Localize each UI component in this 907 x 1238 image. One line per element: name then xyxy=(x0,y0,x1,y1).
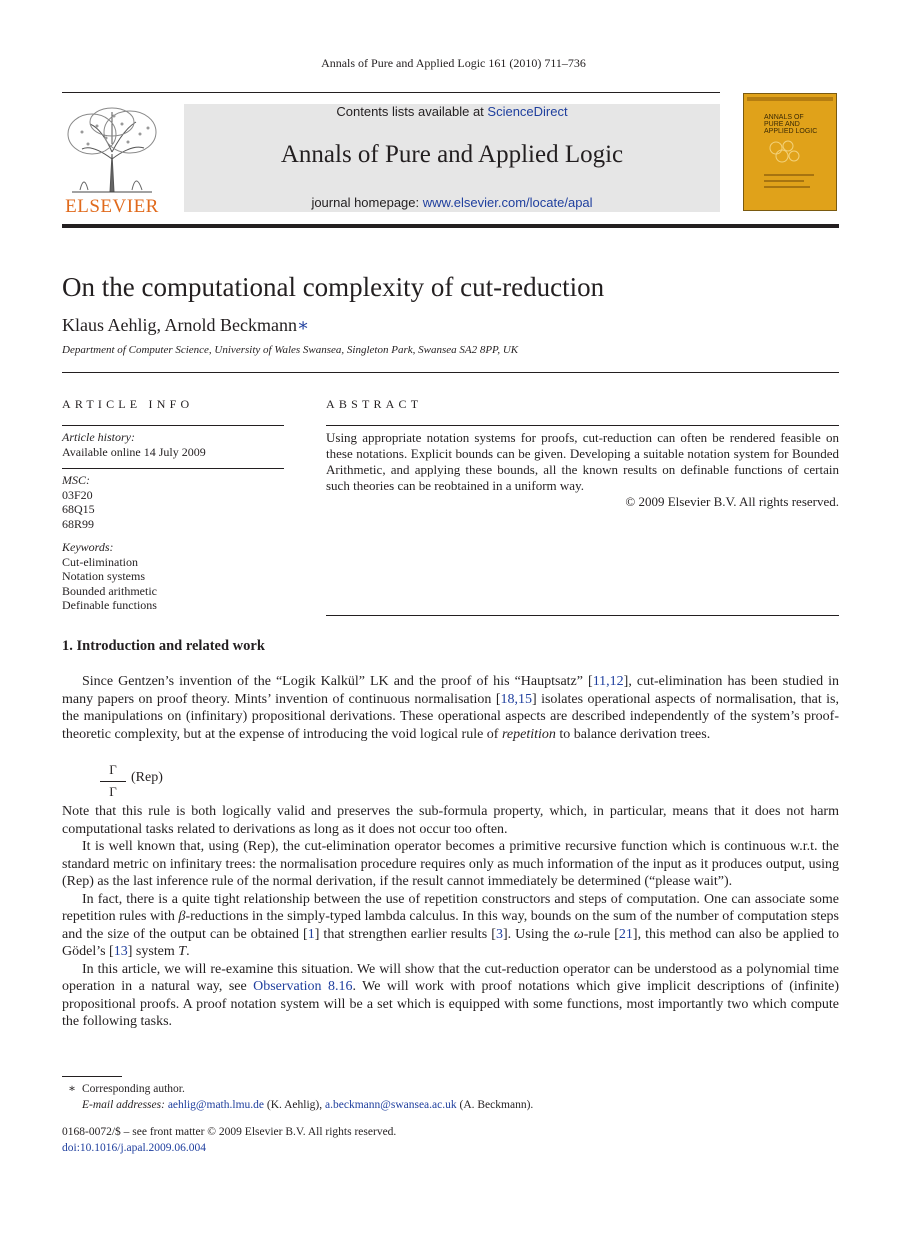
abstract-rule xyxy=(326,425,839,426)
article-title: On the computational complexity of cut-reduction xyxy=(62,272,605,302)
running-head: Annals of Pure and Applied Logic 161 (2010) 711–736 xyxy=(321,56,586,70)
affiliation: Department of Computer Science, University of Wales Swansea, Singleton Park, Swansea SA2 8PP, UK xyxy=(62,344,519,356)
title-bottom-rule xyxy=(62,372,839,373)
email-link[interactable]: a.beckmann@swansea.ac.uk xyxy=(325,1099,457,1111)
abstract-bottom-rule xyxy=(326,615,839,616)
abstract-heading: ABSTRACT xyxy=(326,397,423,411)
rule-conclusion: Γ xyxy=(109,784,117,799)
cover-line xyxy=(764,174,814,176)
msc-code: 68Q15 xyxy=(62,502,95,516)
paragraph-1: Since Gentzen’s invention of the “Logik Kalkül” LK and the proof of his “Hauptsatz” [11,12], cut-elimination has been studied in many papers on proof theory. Mints’ invention of continuous normalisation [18,15] isolates operational aspects of normalisation, that is, the manipulations on (infinitary) propositional derivations. These operational aspects are described independently of the system’s proof-theoretic complexity, but at the expense of introducing the void logical rule of repetition to balance derivation trees. xyxy=(62,674,840,742)
abstract-text: Using appropriate notation systems for proofs, cut-reduction can often be rendered feasible on these notations. Explicit bounds can be given. Developing a suitable notation system for Bounded Arithmetic, and applying these bounds, all the known results on definable functions of certain such theories can be reobtained in a uniform way. xyxy=(326,430,839,493)
citation-link[interactable]: 21 xyxy=(618,926,633,942)
observation-link[interactable]: Observation 8.16 xyxy=(253,979,353,994)
authors: Klaus Aehlig, Arnold Beckmann∗ xyxy=(62,315,310,335)
article-info-heading: ARTICLE INFO xyxy=(62,397,194,411)
cover-title: ANNALS OF PURE AND APPLIED LOGIC xyxy=(764,114,818,135)
rule-name: (Rep) xyxy=(131,770,163,785)
citation-link[interactable]: 3 xyxy=(495,926,503,942)
footnote-rule xyxy=(62,1076,122,1077)
abstract-copyright: © 2009 Elsevier B.V. All rights reserved. xyxy=(625,494,839,509)
keyword: Cut-elimination xyxy=(62,554,138,569)
footnote-corresponding: ∗ Corresponding author. xyxy=(68,1083,185,1095)
journal-cover-thumbnail xyxy=(743,93,837,211)
cover-ornament-icon xyxy=(766,138,806,166)
homepage-line: journal homepage: www.elsevier.com/locate/apal xyxy=(311,195,593,210)
corresponding-author-mark[interactable]: ∗ xyxy=(296,315,310,335)
article-history: Article history: Available online 14 July 2009 xyxy=(62,430,206,459)
keyword: Definable functions xyxy=(62,598,157,612)
article-info-rule xyxy=(62,425,284,426)
rule-premise: Γ xyxy=(109,762,117,777)
rep-rule-fraction xyxy=(100,762,126,800)
msc-code: 03F20 xyxy=(62,487,93,502)
paragraph: It is well known that, using (Rep), the cut-elimination operator becomes a primitive recursive function which is continuous w.r.t. the standard metric on infinitary trees: the normalisation procedure requires only as much information of the input as it produces output, using (Rep) as the last inference rule of the normal derivation, if the result cannot immediately be determined (“please wait”). xyxy=(62,839,839,889)
section-heading: 1. Introduction and related work xyxy=(62,638,265,654)
cover-line xyxy=(764,186,810,188)
footnote-emails: E-mail addresses: aehlig@math.lmu.de (K. Aehlig), a.beckmann@swansea.ac.uk (A. Beckmann). xyxy=(82,1099,534,1111)
citation-link[interactable]: 13 xyxy=(113,944,128,959)
cover-top-band xyxy=(747,97,833,101)
paragraph: Note that this rule is both logically valid and preserves the sub-formula property, which, in particular, means that it does not harm computational tasks related to derivations as long as it does not occur too often. xyxy=(62,804,839,837)
citation-link[interactable]: 11,12 xyxy=(592,674,624,689)
homepage-link[interactable]: www.elsevier.com/locate/apal xyxy=(422,195,593,210)
contents-line: Contents lists available at ScienceDirect xyxy=(336,104,568,119)
msc-block: MSC: 03F20 68Q15 68R99 xyxy=(62,473,95,531)
keywords-block: Keywords: Cut-elimination Notation systems Bounded arithmetic Definable functions xyxy=(62,540,157,612)
cover-line xyxy=(764,180,804,182)
header-thick-rule xyxy=(62,224,839,228)
front-matter: 0168-0072/$ – see front matter © 2009 Elsevier B.V. All rights reserved. xyxy=(62,1126,397,1138)
paragraph: In fact, there is a quite tight relationship between the use of repetition constructors and steps of computation. One can associate some repetition rules with β-reductions in the simply-typed lambda calculus. In this way, bounds on the sum of the number of computation steps and the size of the output can be obtained [1] that strengthen earlier results [3]. Using the ω-rule [21], this method can also be applied to Gödel’s [13] system T. xyxy=(62,891,840,959)
msc-code: 68R99 xyxy=(62,516,95,531)
journal-title: Annals of Pure and Applied Logic xyxy=(280,141,624,168)
keyword: Bounded arithmetic xyxy=(62,583,157,598)
citation-link[interactable]: 1 xyxy=(307,926,315,942)
citation-link[interactable]: 18,15 xyxy=(500,691,532,707)
sciencedirect-link[interactable]: ScienceDirect xyxy=(487,104,568,119)
elsevier-wordmark: ELSEVIER xyxy=(65,196,159,217)
header-top-rule xyxy=(62,92,720,93)
paragraph-2-5 xyxy=(62,803,839,1031)
email-link[interactable]: aehlig@math.lmu.de xyxy=(167,1099,264,1111)
paragraph: In this article, we will re-examine this situation. We will show that the cut-reduction operator can be understood as a polynomial time operation in a natural way, see Observation 8.16. We will work with proof notations which give implicit descriptions of (infinite) propositional proofs. A proof notation system will be a set which is equipped with some functions, most importantly two which compute the following tasks. xyxy=(62,961,839,1029)
history-rule xyxy=(62,468,284,469)
keyword: Notation systems xyxy=(62,569,145,583)
inference-line xyxy=(100,781,126,782)
journal-header-box xyxy=(184,104,720,212)
doi-link[interactable]: doi:10.1016/j.apal.2009.06.004 xyxy=(62,1142,207,1154)
